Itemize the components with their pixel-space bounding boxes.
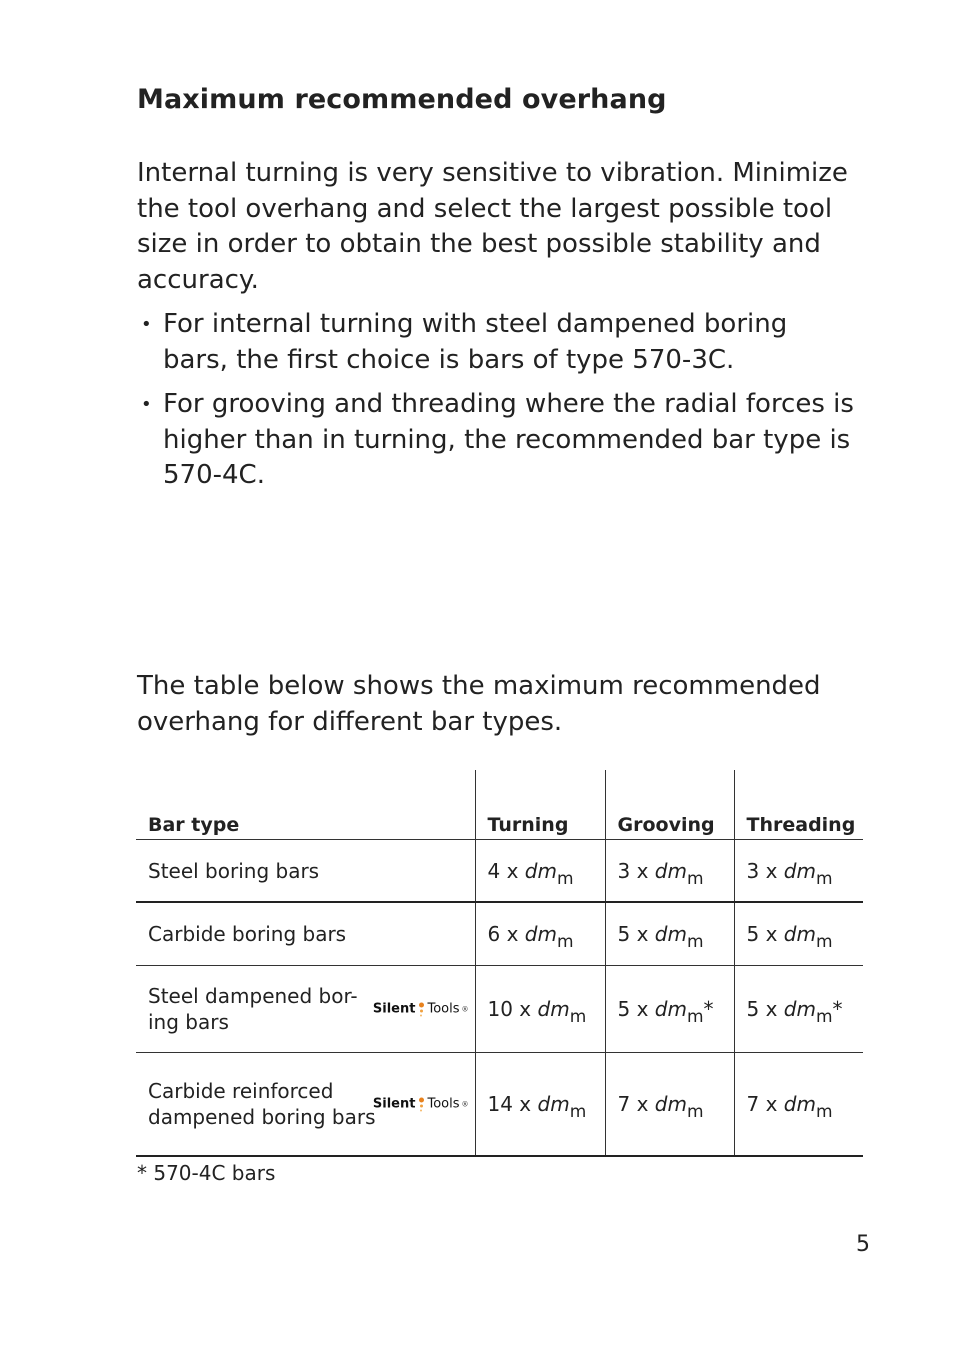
bar-type-cell xyxy=(136,1053,475,1157)
section-heading: Maximum recommended overhang xyxy=(137,84,667,115)
bar-type-cell: Steel boring bars xyxy=(136,840,475,903)
table-row xyxy=(136,902,863,966)
bar-type-cell xyxy=(136,966,475,1053)
grooving-cell: 5 x $dm_m*$ xyxy=(605,966,734,1053)
turning-cell: 4 x $dm_m$ xyxy=(475,840,605,903)
bar-type-label: Steel dampened bor- ing bars xyxy=(148,984,358,1034)
header-bar-type: Bar type xyxy=(136,770,475,840)
turning-cell: 10 x $dm_m$ xyxy=(475,966,605,1053)
header-turning: Turning xyxy=(475,770,605,840)
header-grooving: Grooving xyxy=(605,770,734,840)
header-threading: Threading xyxy=(734,770,863,840)
bullet-text: For internal turning with steel dampened boring bars, the first choice is bars of type 570-3C. xyxy=(163,309,788,375)
recommendation-list xyxy=(137,307,857,503)
bullet-text: For grooving and threading where the radial forces is higher than in turning, the recommended bar type is 570-4C. xyxy=(163,389,854,490)
page-number: 5 xyxy=(856,1232,870,1257)
table-footnote: * 570-4C bars xyxy=(137,1161,276,1185)
logo-dots-icon xyxy=(417,1002,425,1016)
grooving-cell: 3 x $dm_m$ xyxy=(605,840,734,903)
turning-cell: 14 x $dm_m$ xyxy=(475,1053,605,1157)
threading-cell: 3 x $dm_m$ xyxy=(734,840,863,903)
table-header-row xyxy=(136,770,863,840)
silent-tools-logo: Silent Tools ® xyxy=(372,1096,469,1112)
list-item xyxy=(137,307,857,378)
bar-type-cell: Carbide boring bars xyxy=(136,902,475,966)
threading-cell: 7 x $dm_m$ xyxy=(734,1053,863,1157)
bullet-icon: • xyxy=(141,314,152,335)
threading-cell: 5 x $dm_m*$ xyxy=(734,966,863,1053)
silent-tools-logo: Silent Tools ® xyxy=(372,1001,469,1017)
table-row xyxy=(136,966,863,1053)
logo-dots-icon xyxy=(417,1097,425,1111)
overhang-table xyxy=(136,770,863,1157)
grooving-cell: 5 x $dm_m$ xyxy=(605,902,734,966)
intro-paragraph: Internal turning is very sensitive to vibration. Minimize the tool overhang and select the largest possible tool size in order to obtain the best possible stability and accuracy. xyxy=(137,158,848,295)
table-row xyxy=(136,840,863,903)
turning-cell: 6 x $dm_m$ xyxy=(475,902,605,966)
table-row xyxy=(136,1053,863,1157)
threading-cell: 5 x $dm_m$ xyxy=(734,902,863,966)
bar-type-label: Carbide reinforced dampened boring bars xyxy=(148,1079,376,1129)
table-intro-paragraph: The table below shows the maximum recommended overhang for different bar types. xyxy=(137,671,821,737)
bullet-icon: • xyxy=(141,394,152,415)
list-item xyxy=(137,387,857,494)
grooving-cell: 7 x $dm_m$ xyxy=(605,1053,734,1157)
